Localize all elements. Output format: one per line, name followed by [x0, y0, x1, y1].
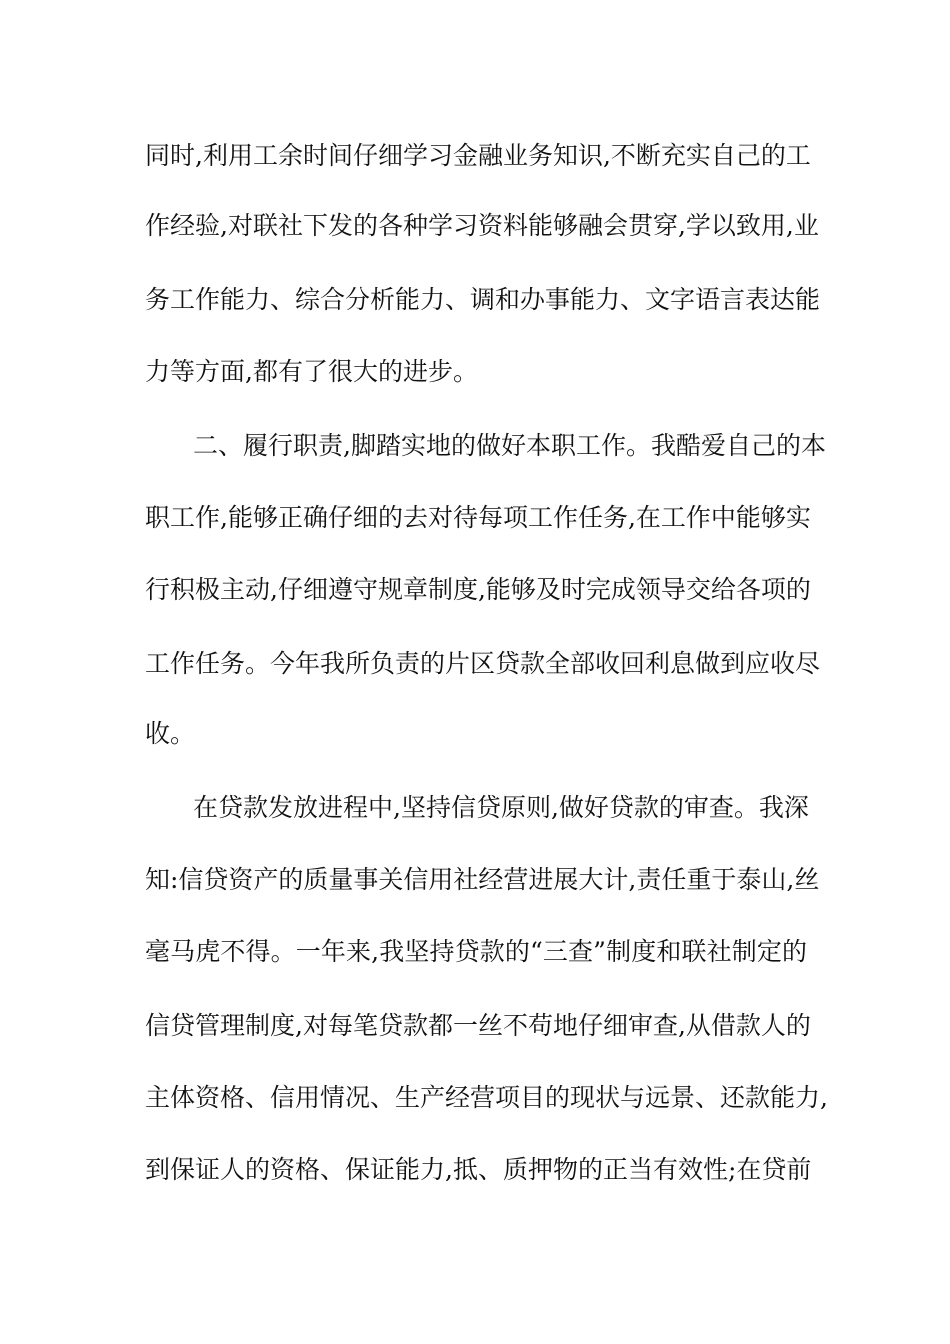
- text-line: 作经验,对联社下发的各种学习资料能够融会贯穿,学以致用,业: [145, 211, 819, 240]
- text-line: 知:信贷资产的质量事关信用社经营进展大计,责任重于泰山,丝: [145, 865, 820, 894]
- paragraph-start-line: 在贷款发放进程中,坚持信贷原则,做好贷款的审查。我深: [193, 793, 809, 822]
- text-line: 职工作,能够正确仔细的去对待每项工作任务,在工作中能够实: [145, 503, 811, 532]
- text-line: 信贷管理制度,对每笔贷款都一丝不苟地仔细审查,从借款人的: [145, 1011, 811, 1040]
- text-line: 收。: [145, 719, 196, 748]
- text-line: 毫马虎不得。一年来,我坚持贷款的“三查”制度和联社制定的: [145, 937, 807, 966]
- text-line: 同时,利用工余时间仔细学习金融业务知识,不断充实自己的工: [145, 141, 811, 170]
- text-line: 到保证人的资格、保证能力,抵、质押物的正当有效性;在贷前: [145, 1155, 812, 1184]
- paragraph-start-line: 二、履行职责,脚踏实地的做好本职工作。我酷爱自己的本: [193, 431, 826, 460]
- text-line: 务工作能力、综合分析能力、调和办事能力、文字语言表达能: [145, 285, 821, 314]
- text-line: 主体资格、信用情况、生产经营项目的现状与远景、还款能力,: [145, 1083, 828, 1112]
- text-line: 行积极主动,仔细遵守规章制度,能够及时完成领导交给各项的: [145, 575, 811, 604]
- text-line: 工作任务。今年我所负责的片区贷款全部收回利息做到应收尽: [145, 649, 821, 678]
- text-line: 力等方面,都有了很大的进步。: [145, 357, 478, 386]
